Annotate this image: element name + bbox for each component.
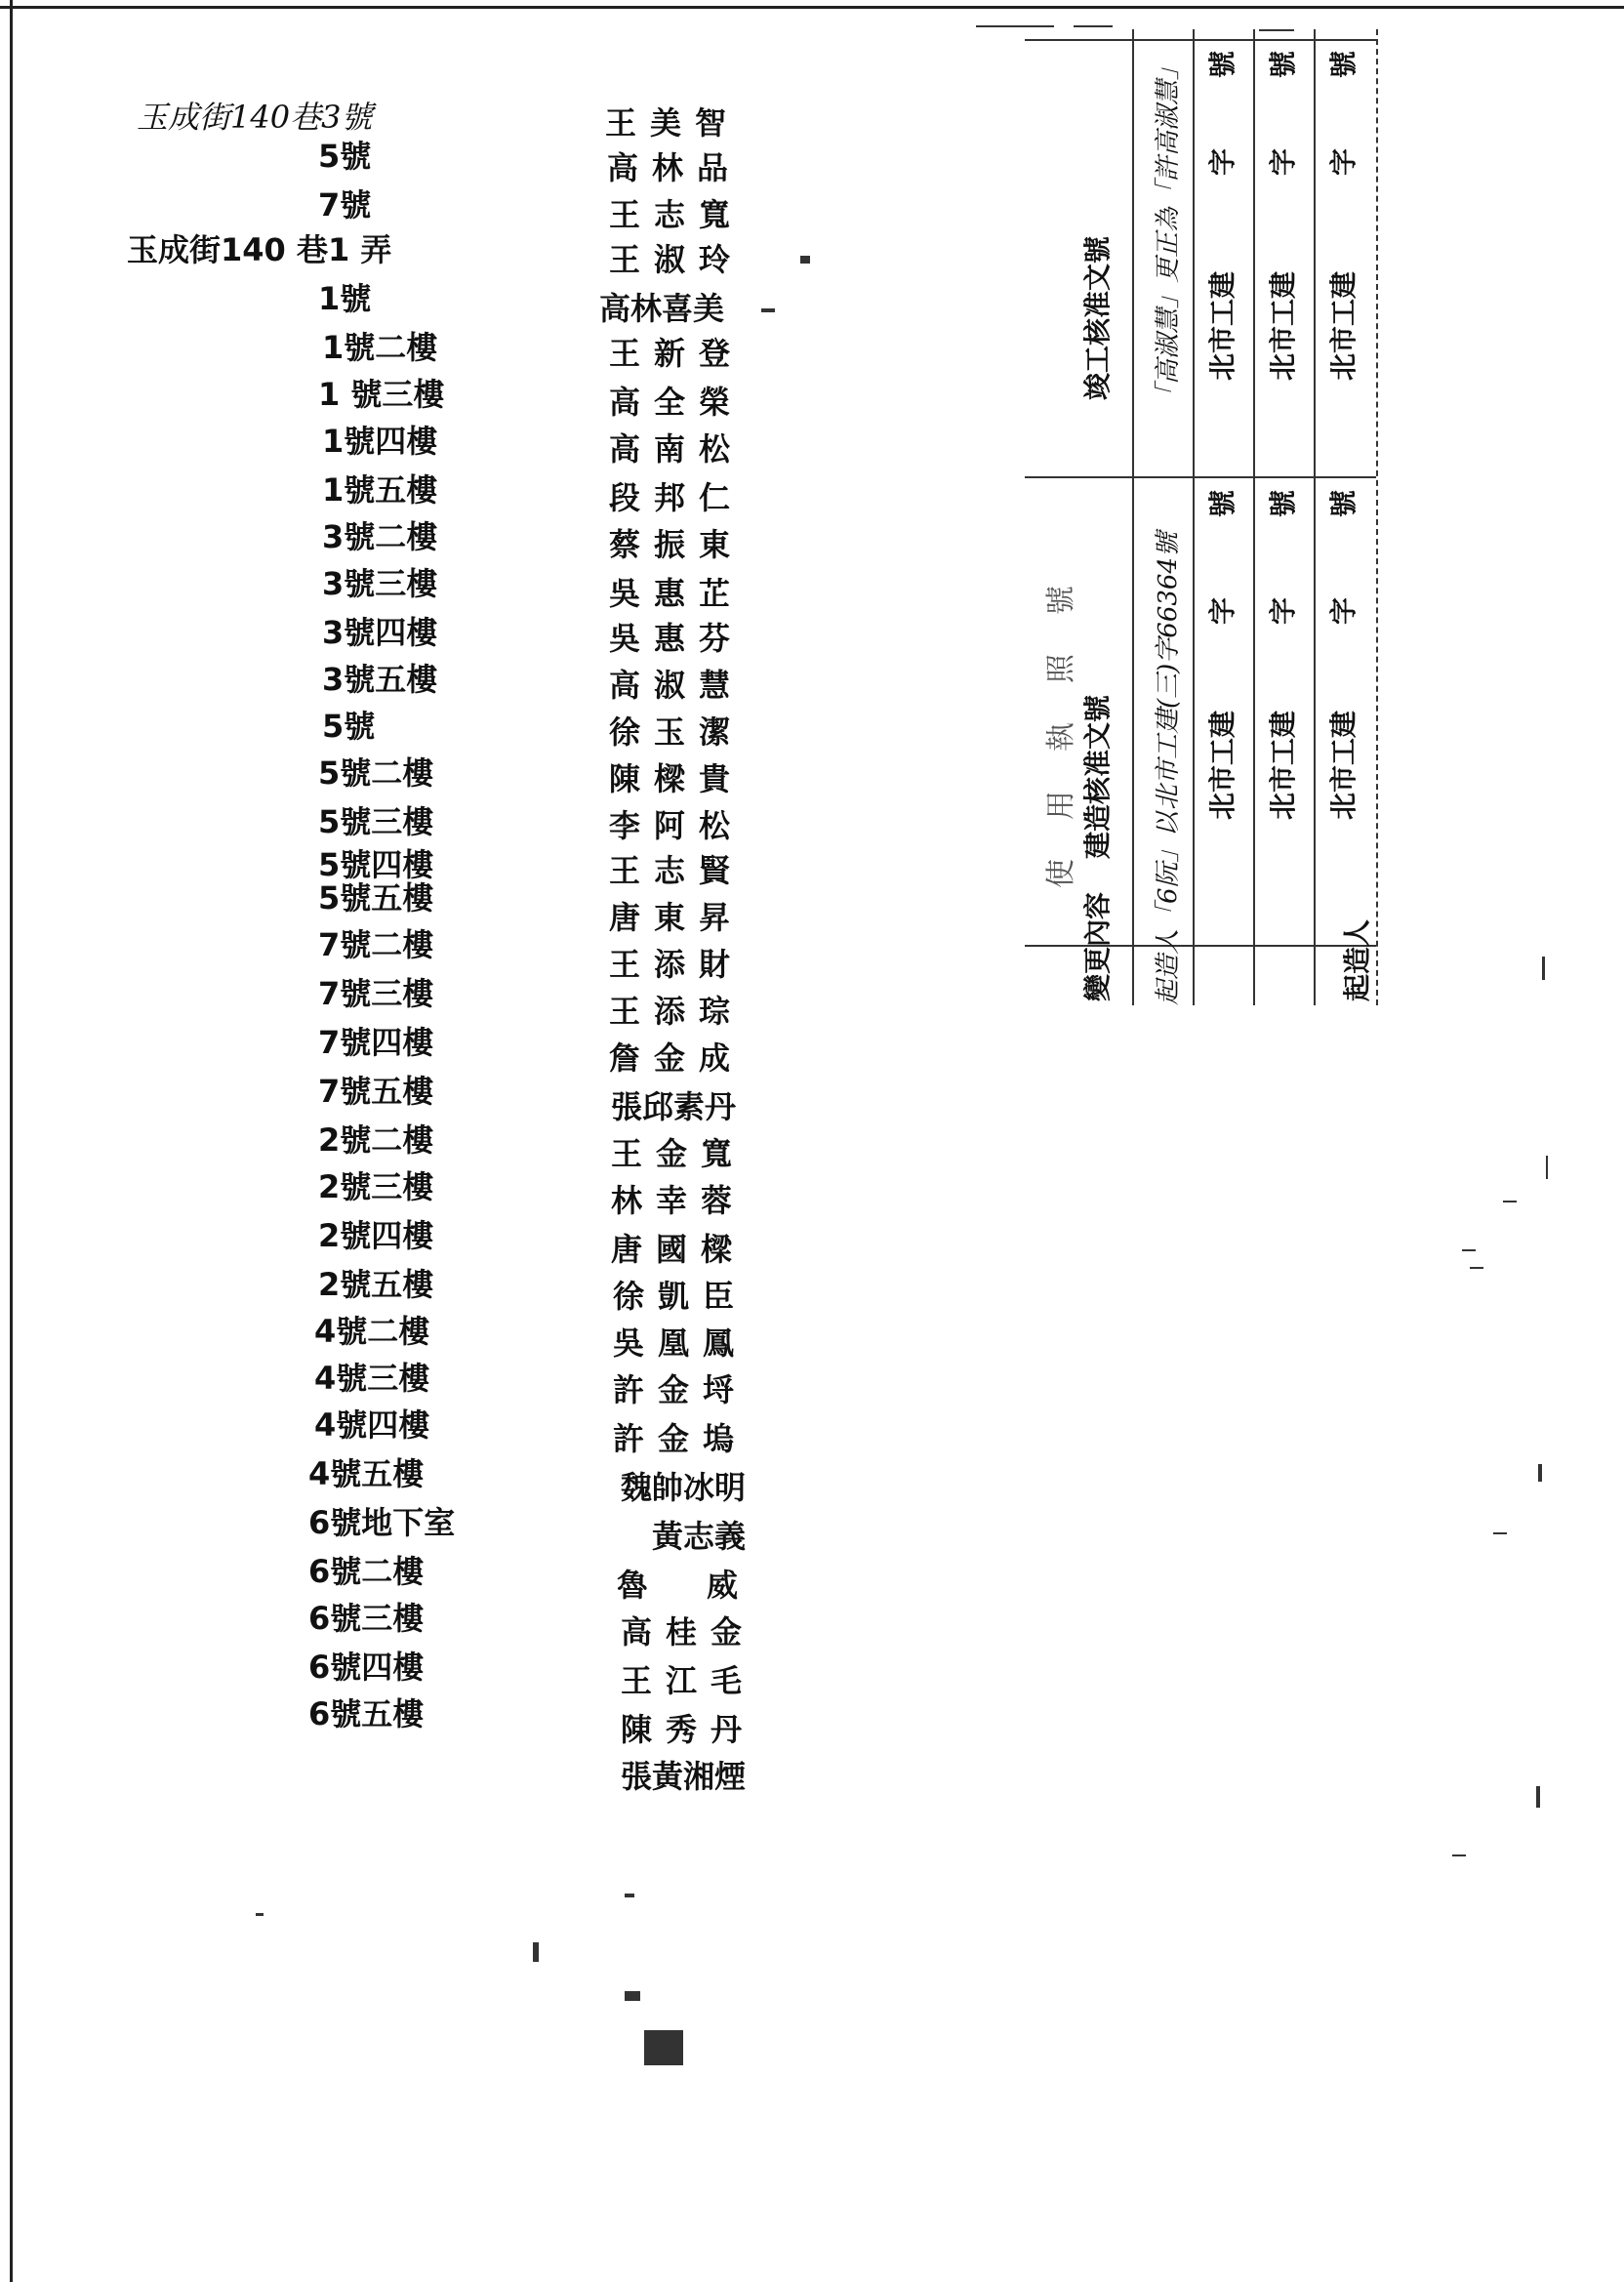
scan-speck bbox=[800, 256, 810, 264]
scan-speck bbox=[1503, 1201, 1517, 1202]
address-entry: 2號二樓 bbox=[318, 1121, 434, 1159]
owner-name: 吳惠芷 bbox=[609, 575, 745, 612]
owner-name: 張邱素丹 bbox=[611, 1088, 737, 1125]
stamp-header-change: 變更內容 bbox=[1081, 891, 1114, 1001]
owner-name: 高南松 bbox=[609, 430, 745, 468]
stamp-hao: 號 bbox=[1206, 50, 1238, 78]
address-entry: 5號二樓 bbox=[318, 754, 434, 792]
owner-name: 王美智 bbox=[605, 104, 741, 142]
scan-mark bbox=[1074, 25, 1113, 27]
owner-name: 許金埒 bbox=[613, 1371, 749, 1408]
stamp-agency: 北市工建 bbox=[1206, 710, 1238, 820]
stamp-agency: 北市工建 bbox=[1206, 270, 1238, 381]
stamp-zi: 字 bbox=[1327, 147, 1360, 176]
address-entry: 5號三樓 bbox=[318, 803, 434, 840]
scan-mark bbox=[976, 25, 1054, 27]
address-entry: 3號三樓 bbox=[322, 565, 438, 602]
stamp-handwritten-change: 起造人「6阮」以 bbox=[1154, 811, 1183, 1005]
owner-name: 魏帥冰明 bbox=[621, 1469, 747, 1506]
owner-name: 蔡振東 bbox=[609, 526, 745, 563]
scan-speck bbox=[1546, 1156, 1548, 1179]
owner-name: 徐凱臣 bbox=[613, 1278, 749, 1315]
address-entry: 7號二樓 bbox=[318, 926, 434, 963]
address-entry: 3號五樓 bbox=[322, 661, 438, 698]
scan-border-top bbox=[0, 6, 1624, 9]
owner-name: 陳樑貴 bbox=[609, 760, 745, 797]
stamp-zi: 字 bbox=[1267, 147, 1299, 176]
owner-name: 高淑慧 bbox=[609, 667, 745, 704]
owner-name: 李阿松 bbox=[609, 807, 745, 844]
owner-name: 王淑玲 bbox=[609, 241, 745, 278]
scan-speck bbox=[1452, 1854, 1466, 1856]
address-entry: 2號四樓 bbox=[318, 1217, 434, 1254]
owner-name: 吳惠芬 bbox=[609, 620, 745, 657]
address-entry: 3號四樓 bbox=[322, 614, 438, 651]
stamp-row bbox=[1253, 29, 1316, 1005]
owner-name: 張黃湘煙 bbox=[621, 1758, 747, 1795]
address-entry: 6號五樓 bbox=[308, 1695, 425, 1732]
owner-name: 王江毛 bbox=[621, 1662, 756, 1699]
address-entry: 7號三樓 bbox=[318, 975, 434, 1012]
scan-speck bbox=[1470, 1267, 1483, 1269]
stamp-hao: 號 bbox=[1206, 489, 1238, 517]
scan-speck bbox=[1542, 957, 1545, 980]
address-entry: 2號三樓 bbox=[318, 1168, 434, 1205]
owner-name: 黃志義 bbox=[652, 1518, 747, 1555]
stamp-hao: 號 bbox=[1327, 50, 1360, 78]
owner-name: 陳秀丹 bbox=[621, 1711, 756, 1748]
owner-name: 高林品 bbox=[607, 149, 743, 186]
owner-name: 唐國樑 bbox=[611, 1231, 747, 1268]
scan-speck bbox=[761, 308, 775, 312]
owner-name: 王金寬 bbox=[611, 1135, 747, 1172]
address-entry: 7號四樓 bbox=[318, 1024, 434, 1061]
stamp-zi: 字 bbox=[1206, 147, 1238, 176]
scan-speck bbox=[533, 1942, 539, 1962]
owner-name: 高桂金 bbox=[621, 1613, 756, 1650]
address-entry: 7號 bbox=[318, 186, 372, 224]
stamp-hao: 號 bbox=[1267, 489, 1299, 517]
owner-name: 高林喜美 bbox=[599, 290, 725, 327]
address-entry: 6號二樓 bbox=[308, 1553, 425, 1590]
address-entry: 3號二樓 bbox=[322, 518, 438, 555]
stamp-agency: 北市工建 bbox=[1267, 270, 1299, 381]
stamp-zi: 字 bbox=[1327, 596, 1360, 625]
owner-name: 林幸蓉 bbox=[611, 1182, 747, 1219]
address-entry: 4號二樓 bbox=[314, 1313, 430, 1350]
stamp-handwritten-approval: 北市工建(三)字66364號 bbox=[1154, 532, 1183, 810]
scan-speck bbox=[1538, 1464, 1542, 1482]
stamp-handwritten-completion: 「高淑慧」更正為「許高淑慧」 bbox=[1154, 54, 1183, 410]
stamp-row-label: 起造人 bbox=[1341, 918, 1373, 1001]
owner-name: 王添琮 bbox=[609, 993, 745, 1030]
stamp-header-construction: 建造核准文號 bbox=[1081, 694, 1114, 859]
owner-name: 魯 威 bbox=[617, 1567, 752, 1604]
scan-speck bbox=[625, 1991, 640, 2001]
address-entry: 4號三樓 bbox=[314, 1360, 430, 1397]
stamp-row bbox=[1193, 29, 1255, 1005]
stamp-header-top: 使用執照號 bbox=[1044, 547, 1078, 888]
owner-name: 王添財 bbox=[609, 946, 745, 983]
address-entry: 7號五樓 bbox=[318, 1073, 434, 1110]
stamp-header-completion: 竣工核准文號 bbox=[1081, 235, 1114, 400]
address-entry: 6號地下室 bbox=[308, 1504, 456, 1541]
owner-name: 唐東昇 bbox=[609, 899, 745, 936]
scan-speck bbox=[1493, 1532, 1507, 1534]
address-entry: 6號四樓 bbox=[308, 1649, 425, 1686]
address-entry: 1號二樓 bbox=[322, 329, 438, 366]
stamp-zi: 字 bbox=[1206, 596, 1238, 625]
address-entry: 5號五樓 bbox=[318, 879, 434, 917]
address-entry: 5號 bbox=[318, 138, 372, 175]
stamp-hao: 號 bbox=[1327, 489, 1360, 517]
address-entry: 4號四樓 bbox=[314, 1406, 430, 1444]
address-entry: 4號五樓 bbox=[308, 1455, 425, 1492]
stamp-agency: 北市工建 bbox=[1327, 710, 1360, 820]
address-entry: 1號四樓 bbox=[322, 423, 438, 460]
owner-name: 王志賢 bbox=[609, 852, 745, 889]
address-entry: 1號 bbox=[318, 280, 372, 317]
approval-stamp-table bbox=[1025, 29, 1376, 1005]
owner-name: 段邦仁 bbox=[609, 479, 745, 516]
stamp-row bbox=[1314, 29, 1376, 1005]
scan-speck bbox=[644, 2030, 683, 2065]
owner-name: 許金塢 bbox=[613, 1420, 749, 1457]
owner-name: 吳凰鳳 bbox=[613, 1324, 749, 1362]
owner-name: 高全榮 bbox=[609, 384, 745, 421]
address-entry: 玉成街140 巷1 弄 bbox=[127, 231, 392, 268]
address-entry: 6號三樓 bbox=[308, 1600, 425, 1637]
address-entry: 5號四樓 bbox=[318, 846, 434, 883]
owner-name: 王志寬 bbox=[609, 196, 745, 233]
scan-speck bbox=[256, 1913, 264, 1916]
scan-speck bbox=[1462, 1249, 1476, 1251]
address-entry: 玉成街140巷3號 bbox=[137, 99, 373, 136]
address-entry: 5號 bbox=[322, 708, 376, 745]
owner-name: 詹金成 bbox=[609, 1039, 745, 1077]
owner-name: 王新登 bbox=[609, 335, 745, 372]
stamp-hao: 號 bbox=[1267, 50, 1299, 78]
scan-speck bbox=[625, 1894, 634, 1897]
stamp-agency: 北市工建 bbox=[1327, 270, 1360, 381]
address-entry: 2號五樓 bbox=[318, 1266, 434, 1303]
address-entry: 1 號三樓 bbox=[318, 376, 445, 413]
address-entry: 1號五樓 bbox=[322, 471, 438, 509]
stamp-agency: 北市工建 bbox=[1267, 710, 1299, 820]
scan-border-left bbox=[10, 0, 13, 2282]
scan-speck bbox=[1536, 1786, 1540, 1808]
stamp-zi: 字 bbox=[1267, 596, 1299, 625]
owner-name: 徐玉潔 bbox=[609, 713, 745, 751]
